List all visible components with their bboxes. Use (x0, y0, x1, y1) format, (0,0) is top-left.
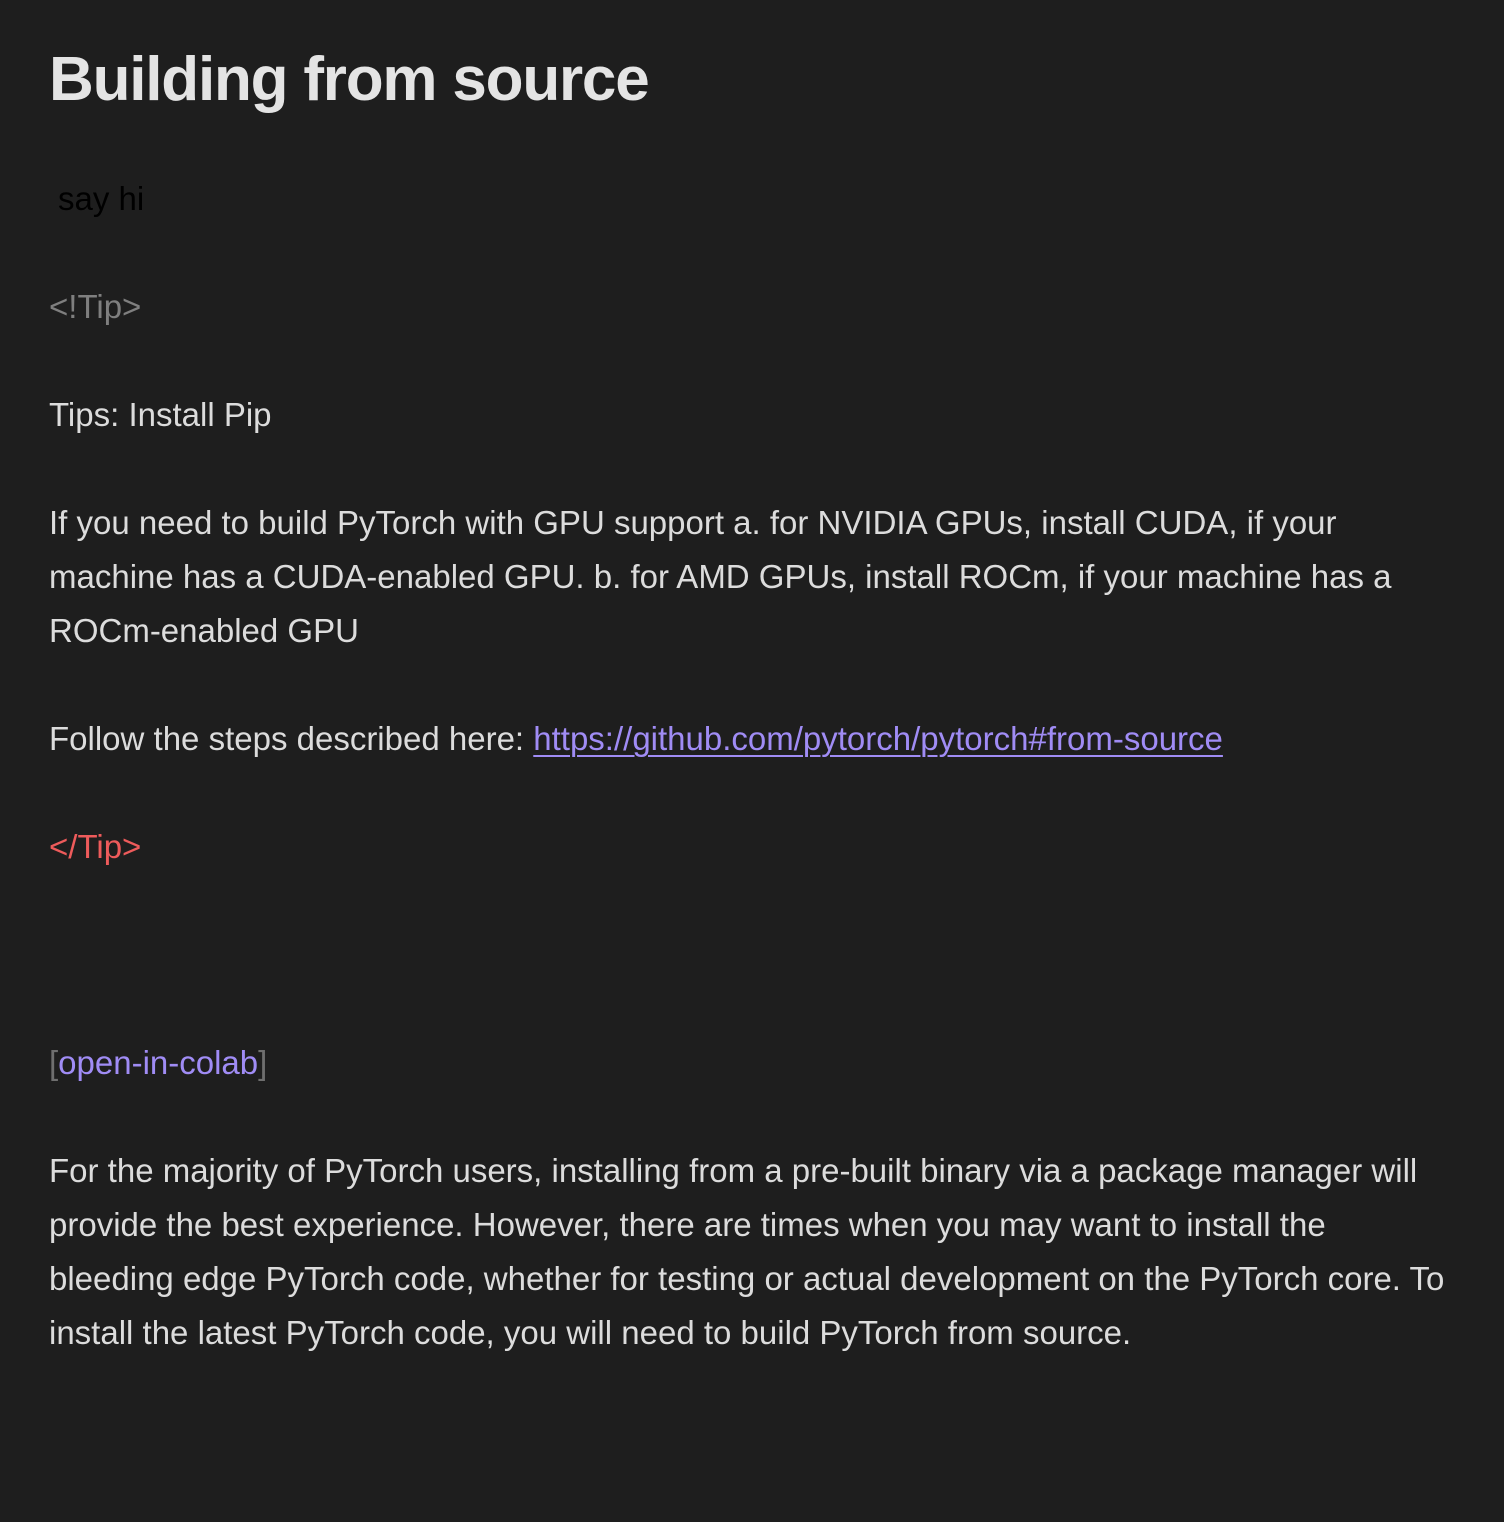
tips-install-text: Tips: Install Pip (49, 396, 272, 433)
majority-users-paragraph: For the majority of PyTorch users, installing from a pre-built binary via a package manager will provide the best experience. However, there are times when you may want to install the bleeding edge PyTorch code, whether for testing or actual development on the PyTorch core. To install the latest PyTorch code, you will need to build PyTorch from source. (49, 1152, 1445, 1351)
colab-open-bracket: [ (49, 1044, 59, 1081)
say-hi-text: say hi (58, 180, 145, 217)
tip-close-tag: </Tip> (49, 828, 142, 865)
from-source-link[interactable]: https://github.com/pytorch/pytorch#from-source (533, 720, 1223, 757)
tip-open-tag: <!Tip> (49, 288, 142, 325)
gpu-support-paragraph: If you need to build PyTorch with GPU support a. for NVIDIA GPUs, install CUDA, if your machine has a CUDA-enabled GPU. b. for AMD GPUs, install ROCm, if your machine has a ROCm-enabled GPU (49, 504, 1392, 649)
open-in-colab-link[interactable]: open-in-colab (58, 1044, 259, 1081)
open-in-colab-line (49, 1036, 267, 1090)
follow-steps-text: Follow the steps described here: (49, 720, 534, 757)
colab-close-bracket: ] (258, 1044, 268, 1081)
follow-steps-line (49, 712, 1223, 766)
page-title: Building from source (49, 45, 649, 114)
